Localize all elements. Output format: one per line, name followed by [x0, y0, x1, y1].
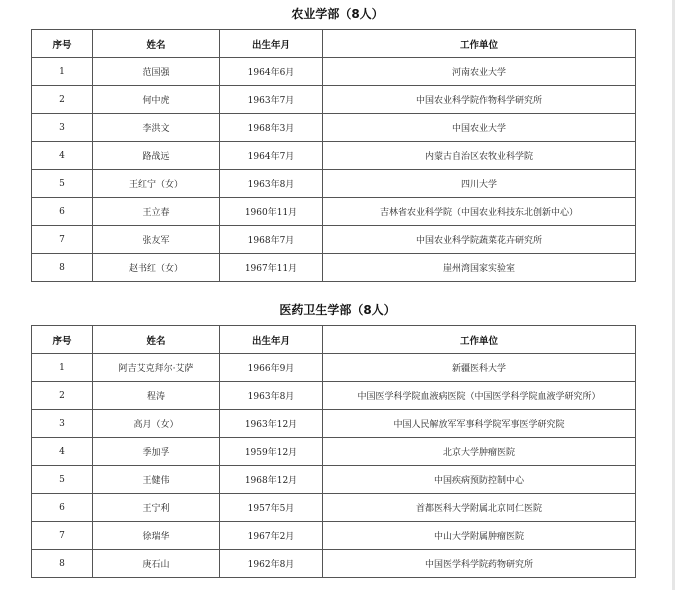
cell-org: 北京大学肿瘤医院 — [323, 438, 636, 466]
cell-name: 何中虎 — [93, 86, 220, 114]
cell-index: 7 — [32, 522, 93, 550]
cell-org: 中国疾病预防控制中心 — [323, 466, 636, 494]
table-header-row — [32, 30, 636, 58]
cell-org: 中国农业科学院作物科学研究所 — [323, 86, 636, 114]
cell-index: 2 — [32, 382, 93, 410]
cell-org: 新疆医科大学 — [323, 354, 636, 382]
cell-birth: 1963年8月 — [220, 382, 323, 410]
cell-birth: 1968年7月 — [220, 226, 323, 254]
table-row — [32, 170, 636, 198]
table-row — [32, 58, 636, 86]
cell-index: 5 — [32, 466, 93, 494]
cell-index: 5 — [32, 170, 93, 198]
cell-index: 6 — [32, 494, 93, 522]
cell-birth: 1967年2月 — [220, 522, 323, 550]
cell-birth: 1966年9月 — [220, 354, 323, 382]
cell-index: 3 — [32, 410, 93, 438]
cell-org: 中山大学附属肿瘤医院 — [323, 522, 636, 550]
section-title-medicine: 医药卫生学部（8人） — [279, 303, 396, 317]
cell-birth: 1964年7月 — [220, 142, 323, 170]
cell-birth: 1960年11月 — [220, 198, 323, 226]
cell-name: 高月（女） — [93, 410, 220, 438]
cell-index: 7 — [32, 226, 93, 254]
column-header-birth: 出生年月 — [220, 326, 323, 354]
cell-org: 中国人民解放军军事科学院军事医学研究院 — [323, 410, 636, 438]
cell-name: 李洪文 — [93, 114, 220, 142]
cell-index: 6 — [32, 198, 93, 226]
cell-org: 中国农业科学院蔬菜花卉研究所 — [323, 226, 636, 254]
cell-org: 首都医科大学附属北京同仁医院 — [323, 494, 636, 522]
table-row — [32, 382, 636, 410]
cell-org: 中国农业大学 — [323, 114, 636, 142]
table-row — [32, 438, 636, 466]
cell-org: 吉林省农业科学院（中国农业科技东北创新中心） — [323, 198, 636, 226]
cell-name: 王宁利 — [93, 494, 220, 522]
cell-birth: 1968年12月 — [220, 466, 323, 494]
table-row — [32, 114, 636, 142]
roster-table-agriculture — [31, 29, 636, 282]
column-header-name: 姓名 — [93, 326, 220, 354]
cell-name: 阿吉艾克拜尔·艾萨 — [93, 354, 220, 382]
cell-index: 1 — [32, 58, 93, 86]
cell-name: 赵书红（女） — [93, 254, 220, 282]
table-row — [32, 226, 636, 254]
cell-name: 徐瑞华 — [93, 522, 220, 550]
cell-name: 程涛 — [93, 382, 220, 410]
cell-birth: 1963年7月 — [220, 86, 323, 114]
cell-birth: 1959年12月 — [220, 438, 323, 466]
cell-birth: 1968年3月 — [220, 114, 323, 142]
table-row — [32, 142, 636, 170]
column-header-index: 序号 — [32, 30, 93, 58]
cell-birth: 1962年8月 — [220, 550, 323, 578]
cell-org: 中国医学科学院血液病医院（中国医学科学院血液学研究所） — [323, 382, 636, 410]
cell-index: 4 — [32, 438, 93, 466]
cell-name: 路战远 — [93, 142, 220, 170]
cell-index: 4 — [32, 142, 93, 170]
column-header-birth: 出生年月 — [220, 30, 323, 58]
cell-org: 四川大学 — [323, 170, 636, 198]
table-row — [32, 466, 636, 494]
cell-org: 内蒙古自治区农牧业科学院 — [323, 142, 636, 170]
cell-name: 王立春 — [93, 198, 220, 226]
table-row — [32, 354, 636, 382]
table-row — [32, 86, 636, 114]
cell-index: 3 — [32, 114, 93, 142]
cell-birth: 1964年6月 — [220, 58, 323, 86]
table-row — [32, 550, 636, 578]
table-row — [32, 254, 636, 282]
cell-birth: 1963年12月 — [220, 410, 323, 438]
cell-index: 8 — [32, 550, 93, 578]
table-row — [32, 494, 636, 522]
cell-org: 中国医学科学院药物研究所 — [323, 550, 636, 578]
cell-name: 张友军 — [93, 226, 220, 254]
table-header-row — [32, 326, 636, 354]
table-row — [32, 410, 636, 438]
cell-birth: 1967年11月 — [220, 254, 323, 282]
cell-index: 2 — [32, 86, 93, 114]
roster-table-medicine — [31, 325, 636, 578]
cell-name: 范国强 — [93, 58, 220, 86]
column-header-name: 姓名 — [93, 30, 220, 58]
cell-name: 王健伟 — [93, 466, 220, 494]
column-header-org: 工作单位 — [323, 326, 636, 354]
section-title-agriculture: 农业学部（8人） — [291, 7, 384, 21]
cell-birth: 1957年5月 — [220, 494, 323, 522]
cell-name: 庚石山 — [93, 550, 220, 578]
table-row — [32, 198, 636, 226]
cell-birth: 1963年8月 — [220, 170, 323, 198]
table-row — [32, 522, 636, 550]
column-header-index: 序号 — [32, 326, 93, 354]
cell-name: 王红宁（女） — [93, 170, 220, 198]
cell-org: 崖州湾国家实验室 — [323, 254, 636, 282]
cell-org: 河南农业大学 — [323, 58, 636, 86]
cell-index: 1 — [32, 354, 93, 382]
cell-name: 季加孚 — [93, 438, 220, 466]
cell-index: 8 — [32, 254, 93, 282]
column-header-org: 工作单位 — [323, 30, 636, 58]
